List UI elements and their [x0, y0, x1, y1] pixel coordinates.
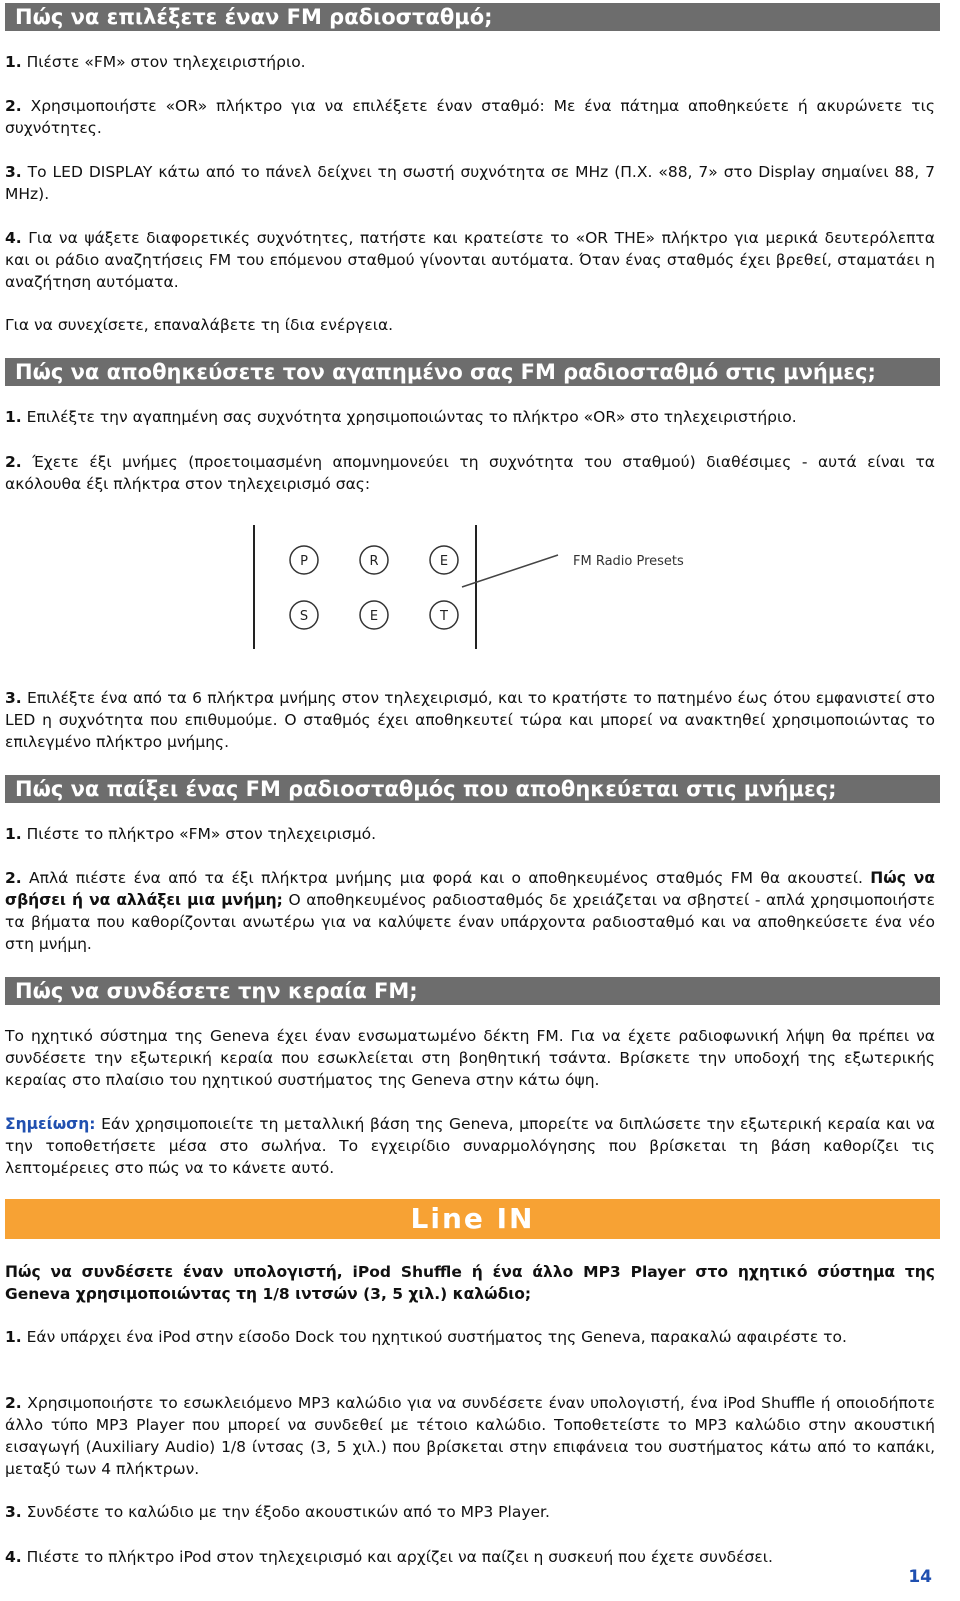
page-number: 14	[908, 1567, 932, 1587]
note-label: Σημείωση:	[5, 1115, 96, 1133]
preset-label-s: S	[299, 609, 309, 624]
step-number: 2.	[5, 1394, 22, 1412]
step-number: 3.	[5, 1503, 22, 1521]
step-number: 1.	[5, 53, 22, 71]
fm-antenna-note	[5, 1113, 935, 1179]
step-text: Για να ψάξετε διαφορετικές συχνότητες, πατήστε και κρατείστε το «OR THE» πλήκτρο για μερικά δευτερόλεπτα και οι ράδιο αναζητήσεις FM του επόμενου σταθμού γίνονται αυτόματα. Όταν ένας σταθμός έχει βρεθεί, σταματάει η αναζήτηση αυτόματα.	[5, 229, 935, 291]
fm-antenna-paragraph: Το ηχητικό σύστημα της Geneva έχει έναν ενσωματωμένο δέκτη FM. Για να έχετε ραδιοφωνική λήψη θα πρέπει να συνδέσετε την εξωτερική κεραία που εσωκλείεται στη βοηθητική τσάντα. Βρίσκετε την υποδοχή της εξωτερικής κεραίας στο πλαίσιο του ηχητικού συστήματος της Geneva στην κάτω όψη.	[5, 1027, 935, 1089]
line-in-banner: Line IN	[5, 1199, 940, 1239]
preset-label-r: R	[369, 554, 379, 569]
preset-label-e2: E	[369, 609, 379, 624]
fm-play-step-1	[5, 823, 935, 845]
line-in-step-1	[5, 1326, 935, 1348]
step-text: Χρησιμοποιήστε το εσωκλειόμενο MP3 καλώδιο για να συνδέσετε έναν υπολογιστή, ένα iPod Shuffle ή οποιοδήποτε άλλο τύπο MP3 Player που μπορεί να συνδεθεί με τέτοιο καλώδιο. Τοποθετείστε το MP3 καλώδιο στην ακουστική εισαγωγή (Auxiliary Audio) 1/8 ίντσας (3, 5 χιλ.) που βρίσκεται στην επιφάνεια του συστήματος κάτω από το καπάκι, μεταξύ των 4 πλήκτρων.	[5, 1394, 935, 1478]
step-number: 1.	[5, 825, 22, 843]
note-text: Εάν χρησιμοποιείτε τη μεταλλική βάση της Geneva, μπορείτε να διπλώσετε την εξωτερική κεραία και να την τοποθετήσετε μέσα στο σωλήνα. Το εγχειρίδιο συναρμολόγησης που βρίσκεται τη βάση καθορίζει τις λεπτομέρειες στο πώς να το κάνετε αυτό.	[5, 1115, 935, 1177]
fm-radio-presets-label: FM Radio Presets	[573, 554, 684, 569]
step-text: Πιέστε το πλήκτρο iPod στον τηλεχειρισμό και αρχίζει να παίζει η συσκευή που έχετε συνδέσει.	[26, 1548, 773, 1566]
step-text: Ο αποθηκευμένος ραδιοσταθμός δε χρειάζεται να σβηστεί - απλά χρησιμοποιήστε τα βήματα που καθορίζονται ανωτέρω για να καλύψετε έναν υπάρχοντα ραδιοσταθμό και να αποθηκεύσετε ένα νέο στη μνήμη.	[5, 891, 935, 953]
step-number: 3.	[5, 163, 22, 181]
line-in-step-2	[5, 1392, 935, 1480]
step-text: Το LED DISPLAY κάτω από το πάνελ δείχνει τη σωστή συχνότητα σε MHz (Π.Χ. «88, 7» στο Display σημαίνει 88, 7 MHz).	[5, 163, 935, 203]
preset-label-e: E	[439, 554, 449, 569]
step-text: Πιέστε «FM» στον τηλεχειριστήριο.	[26, 53, 306, 71]
fm-presets-diagram	[240, 515, 710, 657]
fm-select-step-2	[5, 95, 935, 139]
fm-store-step-1	[5, 406, 935, 428]
fm-select-step-1	[5, 51, 935, 73]
preset-label-t: T	[440, 609, 448, 624]
step-number: 2.	[5, 97, 22, 115]
section-heading-fm-select: Πώς να επιλέξετε έναν FM ραδιοσταθμό;	[5, 3, 940, 31]
preset-label-p: P	[300, 554, 308, 569]
section-heading-fm-store: Πώς να αποθηκεύσετε τον αγαπημένο σας FM ραδιοσταθμό στις μνήμες;	[5, 358, 940, 386]
step-number: 4.	[5, 1548, 22, 1566]
step-text: Χρησιμοποιήστε «OR» πλήκτρο για να επιλέξετε έναν σταθμό: Με ένα πάτημα αποθηκεύετε ή ακυρώνετε τις συχνότητες.	[5, 97, 935, 137]
step-number: 3.	[5, 689, 22, 707]
step-number: 1.	[5, 1328, 22, 1346]
step-text: Έχετε έξι μνήμες (προετοιμασμένη απομνημονεύει τη συχνότητα του σταθμού) διαθέσιμες - αυτά είναι τα ακόλουθα έξι πλήκτρα στον τηλεχειρισμό σας:	[5, 453, 935, 493]
step-number: 2.	[5, 453, 22, 471]
fm-select-step-4	[5, 227, 935, 293]
step-text: Συνδέστε το καλώδιο με την έξοδο ακουστικών από το MP3 Player.	[26, 1503, 550, 1521]
step-number: 1.	[5, 408, 22, 426]
step-number: 2.	[5, 869, 22, 887]
step-text: Απλά πιέστε ένα από τα έξι πλήκτρα μνήμης μια φορά και ο αποθηκευμένος σταθμός FM θα ακουστεί.	[29, 869, 863, 887]
erase-memory-question: Πώς να σβήσει ή να αλλάξει μια μνήμη;	[5, 869, 935, 909]
section-heading-fm-antenna: Πώς να συνδέσετε την κεραία FM;	[5, 977, 940, 1005]
section-heading-fm-play: Πώς να παίξει ένας FM ραδιοσταθμός που αποθηκεύεται στις μνήμες;	[5, 775, 940, 803]
line-in-step-4	[5, 1546, 885, 1568]
fm-select-step-3	[5, 161, 935, 205]
step-number: 4.	[5, 229, 22, 247]
line-in-step-3	[5, 1501, 935, 1523]
step-text: Πιέστε το πλήκτρο «FM» στον τηλεχειρισμό.	[26, 825, 377, 843]
step-text: Επιλέξτε την αγαπημένη σας συχνότητα χρησιμοποιώντας το πλήκτρο «OR» στο τηλεχειριστήριο.	[26, 408, 797, 426]
step-text: Επιλέξτε ένα από τα 6 πλήκτρα μνήμης στον τηλεχειρισμό, και το κρατήστε το πατημένο έως ότου εμφανιστεί στο LED η συχνότητα που επιθυμούμε. Ο σταθμός έχει αποθηκευτεί τώρα και μπορεί να ανακτηθεί χρησιμοποιώντας το επιλεγμένο πλήκτρο μνήμης.	[5, 689, 935, 751]
line-in-subtitle: Πώς να συνδέσετε έναν υπολογιστή, iPod Shuffle ή ένα άλλο MP3 Player στο ηχητικό σύστημα της Geneva χρησιμοποιώντας τη 1/8 ιντσών (3, 5 χιλ.) καλώδιο;	[5, 1263, 935, 1303]
fm-store-step-2	[5, 451, 935, 495]
fm-select-continue: Για να συνεχίσετε, επαναλάβετε τη ίδια ενέργεια.	[5, 316, 394, 334]
fm-store-step-3	[5, 687, 935, 753]
step-text: Εάν υπάρχει ένα iPod στην είσοδο Dock του ηχητικού συστήματος της Geneva, παρακαλώ αφαιρέστε το.	[26, 1328, 847, 1346]
fm-play-step-2	[5, 867, 935, 955]
